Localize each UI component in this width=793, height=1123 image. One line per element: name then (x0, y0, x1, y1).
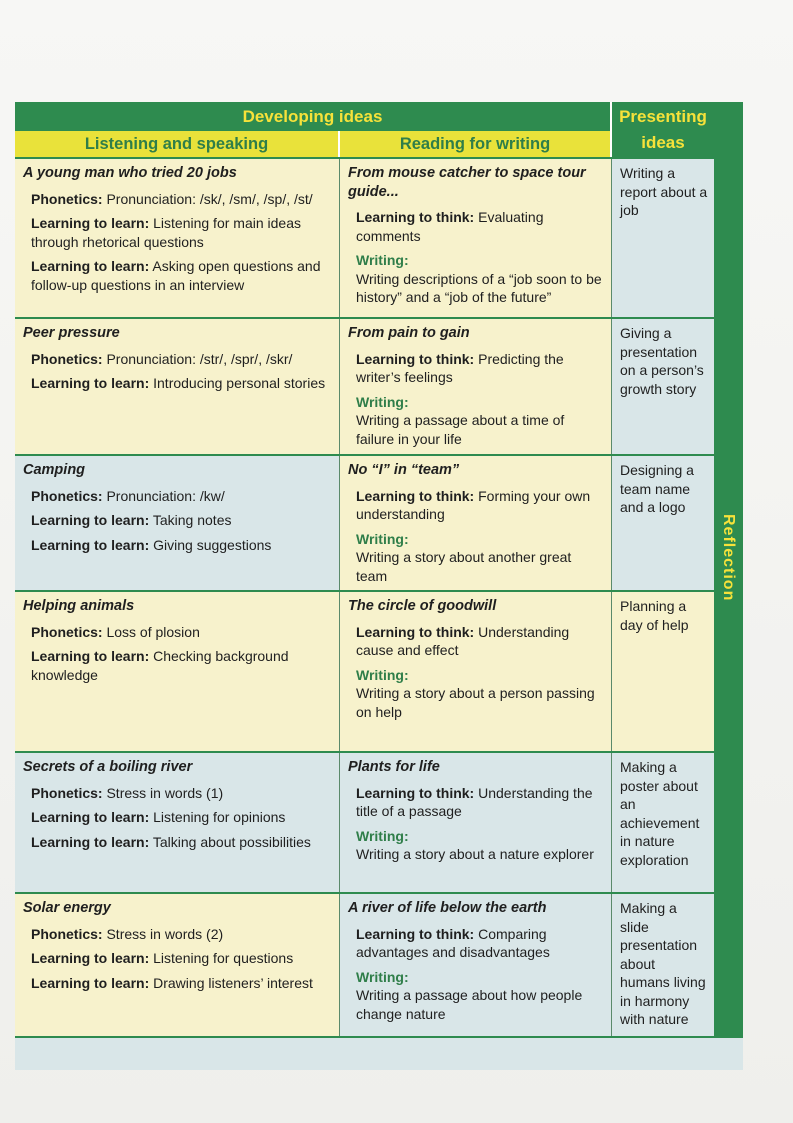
listening-item (31, 925, 333, 944)
listening-speaking-cell (15, 456, 340, 592)
writing-label: Writing: (356, 252, 409, 268)
writing-text: Writing a story about a person passing on help (356, 685, 595, 720)
reading-writing-cell (340, 456, 612, 592)
presenting-cell (612, 456, 714, 592)
listening-item (31, 647, 333, 684)
item-text: Pronunciation: /kw/ (102, 487, 225, 504)
presenting-text: Making a poster about an achievement in nature exploration (620, 759, 700, 868)
header-presenting-ideas: Presenting ideas (612, 102, 714, 157)
unit-listening-title: Camping (23, 462, 86, 478)
presenting-cell (612, 319, 714, 456)
item-label: Learning to learn: (31, 974, 150, 991)
presenting-text: Making a slide presentation about humans living in harmony with nature (620, 900, 706, 1027)
listening-item (31, 511, 333, 530)
unit-listening-title: A young man who tried 20 jobs (23, 165, 237, 181)
think-label: Learning to think: (356, 487, 475, 504)
think-label: Learning to think: (356, 623, 475, 640)
item-label: Learning to learn: (31, 375, 150, 391)
unit-listening-title: Helping animals (23, 598, 135, 614)
presenting-cell (612, 159, 714, 319)
item-text: Listening for opinions (149, 809, 286, 825)
item-text: Listening for questions (149, 950, 294, 966)
listening-item (31, 623, 333, 642)
think-label: Learning to think: (356, 209, 475, 225)
writing-label: Writing: (356, 666, 409, 683)
item-label: Phonetics: (31, 487, 103, 504)
think-label: Learning to think: (356, 350, 475, 367)
think-label: Learning to think: (356, 925, 475, 942)
listening-item (31, 536, 333, 555)
writing-task (356, 968, 605, 1024)
item-text: Drawing listeners’ interest (149, 974, 313, 991)
writing-label: Writing: (356, 968, 409, 985)
item-text: Checking background knowledge (31, 648, 289, 683)
table-row (15, 751, 714, 894)
listening-item (31, 214, 333, 251)
item-label: Phonetics: (31, 350, 103, 367)
learning-to-think (356, 623, 605, 660)
unit-reading-title: A river of life below the earth (348, 900, 547, 916)
item-label: Learning to learn: (31, 215, 150, 231)
item-text: Pronunciation: /str/, /spr/, /skr/ (102, 350, 293, 367)
learning-to-think (356, 350, 605, 387)
reading-writing-cell (340, 894, 612, 1038)
listening-speaking-cell (15, 753, 340, 894)
bottom-band (15, 1036, 743, 1070)
writing-text: Writing a story about another great team (356, 549, 572, 584)
listening-item (31, 487, 333, 506)
presenting-text: Giving a presentation on a person’s growth story (620, 325, 704, 397)
item-text: Stress in words (1) (102, 784, 224, 801)
item-label: Phonetics: (31, 925, 103, 942)
item-label: Learning to learn: (31, 809, 150, 825)
reflection-label: Reflection (720, 514, 737, 602)
unit-reading-title: The circle of goodwill (348, 598, 497, 614)
listening-speaking-cell (15, 894, 340, 1038)
learning-to-think (356, 487, 605, 524)
think-text: Comparing advantages and disadvantages (356, 925, 550, 960)
think-text: Predicting the writer’s feelings (356, 350, 564, 385)
presenting-cell (612, 753, 714, 894)
writing-text: Writing a passage about a time of failure in your life (356, 412, 565, 447)
listening-item (31, 949, 333, 968)
writing-text: Writing a story about a nature explorer (356, 846, 594, 862)
listening-item (31, 974, 333, 993)
item-label: Learning to learn: (31, 258, 150, 274)
item-text: Listening for main ideas through rhetorical questions (31, 215, 301, 250)
listening-item (31, 833, 333, 852)
writing-text: Writing a passage about how people change nature (356, 987, 583, 1022)
table-row (15, 157, 714, 319)
item-text: Taking notes (149, 512, 232, 528)
presenting-text: Planning a day of help (620, 598, 689, 633)
think-text: Forming your own understanding (356, 487, 591, 522)
header-reading-writing: Reading for writing (340, 131, 612, 157)
presenting-text: Designing a team name and a logo (620, 462, 694, 515)
writing-label: Writing: (356, 393, 409, 410)
item-text: Introducing personal stories (149, 375, 326, 391)
item-label: Learning to learn: (31, 648, 150, 664)
listening-item (31, 808, 333, 827)
learning-to-think (356, 925, 605, 962)
think-label: Learning to think: (356, 784, 475, 801)
unit-reading-title: From mouse catcher to space tour guide... (348, 165, 586, 200)
item-label: Learning to learn: (31, 833, 150, 850)
unit-listening-title: Solar energy (23, 900, 111, 916)
unit-reading-title: No “I” in “team” (348, 462, 460, 478)
item-text: Stress in words (2) (102, 925, 224, 942)
think-text: Evaluating comments (356, 209, 544, 244)
think-text: Understanding the title of a passage (356, 784, 593, 819)
reading-writing-cell (340, 319, 612, 456)
header-listening-speaking: Listening and speaking (15, 131, 340, 157)
item-text: Asking open questions and follow-up questions in an interview (31, 258, 321, 293)
presenting-text: Writing a report about a job (620, 165, 708, 218)
item-label: Phonetics: (31, 784, 103, 801)
item-label: Learning to learn: (31, 950, 150, 966)
item-label: Phonetics: (31, 623, 103, 640)
learning-to-think (356, 208, 605, 245)
syllabus-table (15, 102, 743, 1068)
unit-reading-title: From pain to gain (348, 325, 470, 341)
presenting-cell (612, 894, 714, 1038)
table-row (15, 454, 714, 592)
unit-reading-title: Plants for life (348, 759, 440, 775)
listening-item (31, 374, 333, 393)
writing-task (356, 393, 605, 449)
item-label: Learning to learn: (31, 536, 150, 553)
item-text: Pronunciation: /sk/, /sm/, /sp/, /st/ (102, 190, 313, 207)
reading-writing-cell (340, 159, 612, 319)
item-text: Giving suggestions (149, 536, 272, 553)
writing-task (356, 530, 605, 586)
writing-task (356, 666, 605, 722)
writing-task (356, 827, 605, 864)
listening-speaking-cell (15, 592, 340, 753)
unit-listening-title: Secrets of a boiling river (23, 759, 193, 775)
reading-writing-cell (340, 592, 612, 753)
writing-text: Writing descriptions of a “job soon to be history” and a “job of the future” (356, 270, 602, 305)
listening-item (31, 784, 333, 803)
header-developing-ideas: Developing ideas (15, 102, 612, 131)
table-row (15, 892, 714, 1038)
think-text: Understanding cause and effect (356, 623, 570, 658)
writing-task (356, 251, 605, 307)
item-label: Phonetics: (31, 190, 103, 207)
item-label: Learning to learn: (31, 512, 150, 528)
table-row (15, 590, 714, 753)
writing-label: Writing: (356, 530, 409, 547)
presenting-cell (612, 592, 714, 753)
item-text: Talking about possibilities (149, 833, 311, 850)
reading-writing-cell (340, 753, 612, 894)
table-row (15, 317, 714, 456)
listening-item (31, 350, 333, 369)
unit-listening-title: Peer pressure (23, 325, 120, 341)
listening-speaking-cell (15, 319, 340, 456)
learning-to-think (356, 784, 605, 821)
writing-label: Writing: (356, 827, 409, 844)
listening-speaking-cell (15, 159, 340, 319)
listening-item (31, 190, 333, 209)
item-text: Loss of plosion (102, 623, 200, 640)
listening-item (31, 257, 333, 294)
